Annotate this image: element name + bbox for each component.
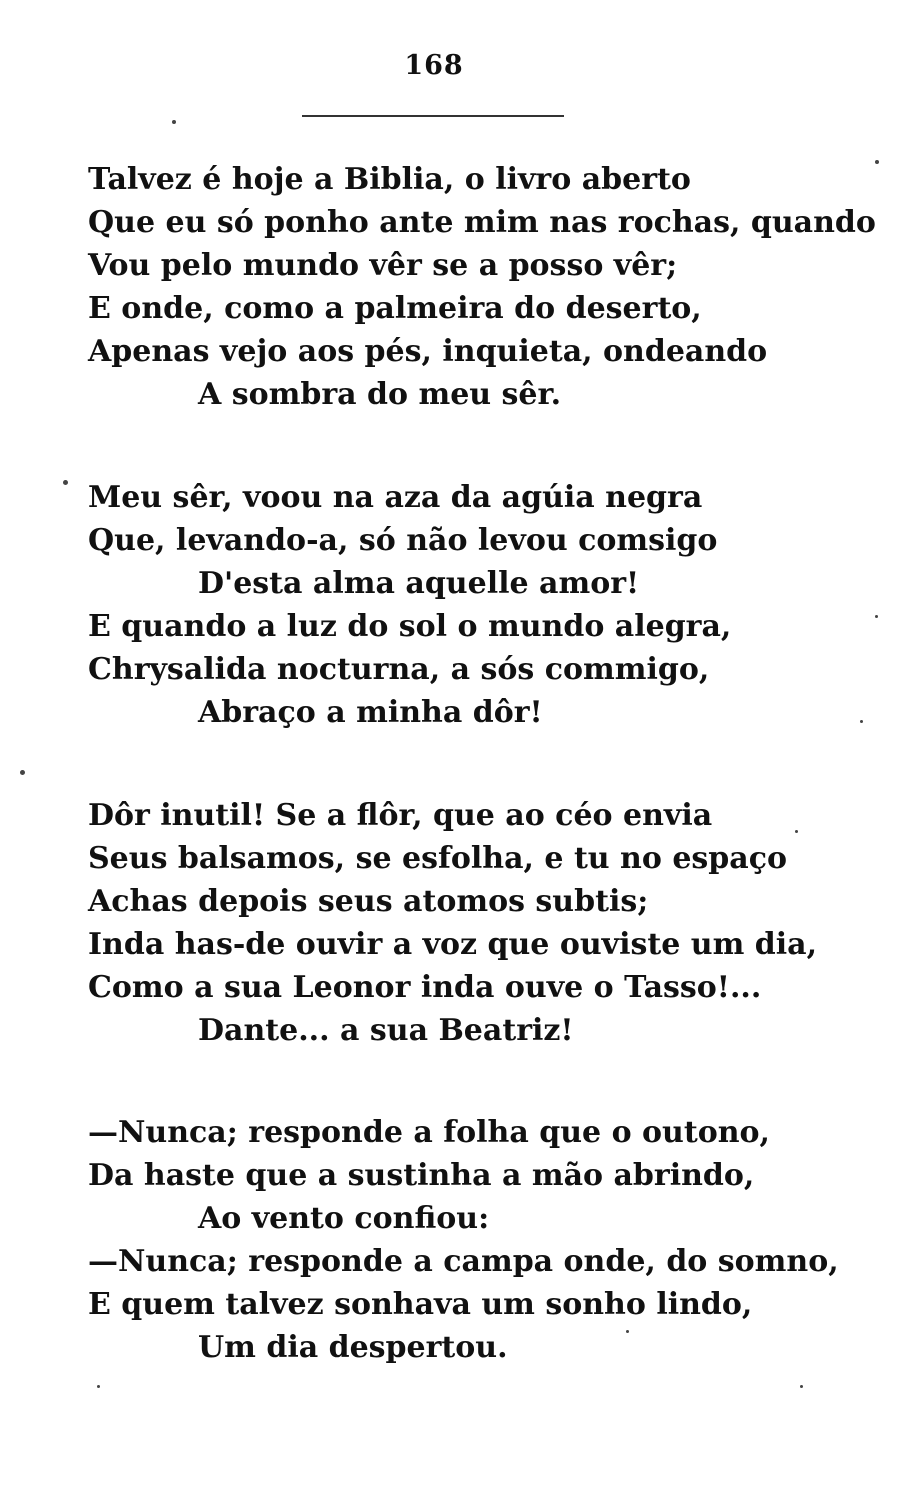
- print-speck: [875, 615, 878, 618]
- verse-line: Apenas vejo aos pés, inquieta, ondeando: [88, 334, 768, 369]
- verse-line: —Nunca; responde a campa onde, do somno,: [88, 1244, 839, 1279]
- print-speck: [97, 1385, 100, 1388]
- verse-line-indented: Um dia despertou.: [198, 1330, 508, 1365]
- header-rule: [302, 115, 564, 117]
- print-speck: [800, 1385, 803, 1388]
- verse-line: Inda has-de ouvir a voz que ouviste um dia,: [88, 927, 818, 962]
- print-speck: [20, 770, 25, 775]
- verse-line: Da haste que a sustinha a mão abrindo,: [88, 1158, 755, 1193]
- verse-line-indented: A sombra do meu sêr.: [198, 377, 562, 412]
- verse-line: E onde, como a palmeira do deserto,: [88, 291, 702, 326]
- stanza-3: [88, 794, 878, 1052]
- verse-line: Que eu só ponho ante mim nas rochas, quando: [88, 205, 876, 240]
- verse-line-indented: Dante... a sua Beatriz!: [198, 1013, 574, 1048]
- verse-line: E quem talvez sonhava um sonho lindo,: [88, 1287, 753, 1322]
- verse-line: Achas depois seus atomos subtis;: [88, 884, 649, 919]
- verse-line: Chrysalida nocturna, a sós commigo,: [88, 652, 710, 687]
- stanza-1: [88, 158, 878, 416]
- print-speck: [63, 480, 68, 485]
- verse-line: Meu sêr, voou na aza da agúia negra: [88, 480, 703, 515]
- verse-line: Que, levando-a, só não levou comsigo: [88, 523, 718, 558]
- verse-line: E quando a luz do sol o mundo alegra,: [88, 609, 732, 644]
- stanza-4: [88, 1111, 878, 1369]
- verse-line: —Nunca; responde a folha que o outono,: [88, 1115, 770, 1150]
- verse-line: Dôr inutil! Se a flôr, que ao céo envia: [88, 798, 713, 833]
- print-speck: [860, 720, 863, 723]
- verse-line-indented: Abraço a minha dôr!: [198, 695, 543, 730]
- verse-line: Como a sua Leonor inda ouve o Tasso!...: [88, 970, 762, 1005]
- print-speck: [172, 120, 176, 124]
- page-number: 168: [404, 50, 464, 81]
- verse-line: Talvez é hoje a Biblia, o livro aberto: [88, 162, 691, 197]
- verse-line-indented: D'esta alma aquelle amor!: [198, 566, 640, 601]
- verse-line: Vou pelo mundo vêr se a posso vêr;: [88, 248, 678, 283]
- print-speck: [875, 160, 879, 164]
- stanza-2: [88, 476, 878, 734]
- verse-line: Seus balsamos, se esfolha, e tu no espaço: [88, 841, 787, 876]
- verse-line-indented: Ao vento confiou:: [198, 1201, 490, 1236]
- print-speck: [795, 830, 798, 833]
- print-speck: [626, 1330, 629, 1333]
